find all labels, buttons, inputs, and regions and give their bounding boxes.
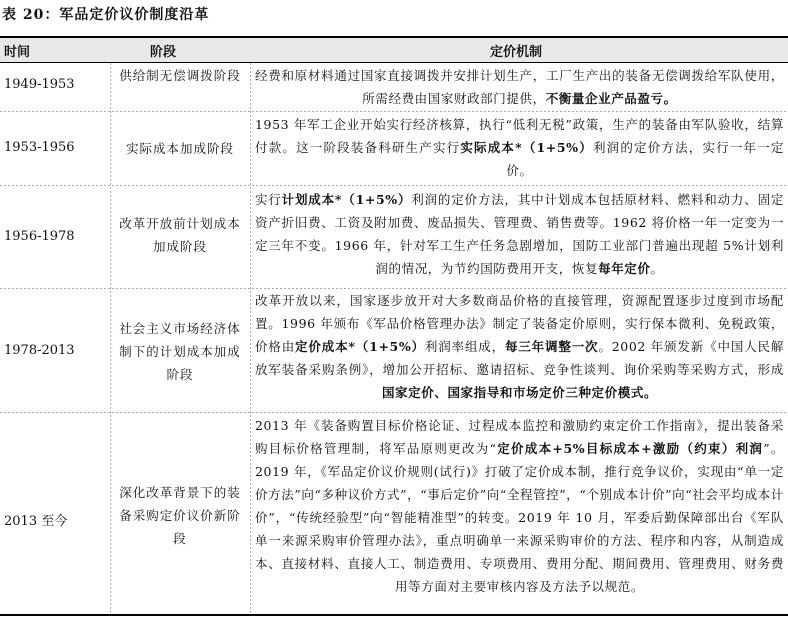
row-mechanism: [255, 188, 784, 280]
row-mechanism: [255, 289, 784, 404]
bold-text: 实际成本*（1+5%）: [460, 140, 593, 155]
row-period: 1956-1978: [4, 229, 75, 244]
text-run: 改革开放以来，国家逐步放开对大多数商品价格的直接管理，资源配置逐步过度到市场配置。1996 年颁布《军品价格管理办法》制定了装备定价原则，实行保本微利、免税政策，价格由: [255, 293, 784, 354]
row-phase: 实际成本加成阶段: [125, 141, 234, 156]
header-period: 时间: [4, 45, 31, 60]
row-mechanism: [255, 113, 784, 182]
header-mechanism: 定价机制: [490, 45, 543, 60]
table-row: [0, 289, 788, 411]
table-row: [0, 186, 788, 286]
bold-text: 每三年调整一次: [504, 339, 599, 354]
text-run: 利润率组成，: [424, 339, 505, 354]
bottom-rule: [0, 614, 788, 616]
row-mechanism: [255, 64, 784, 110]
text-run: 1953 年军工企业开始实行经济核算，执行“低利无税”政策，生产的装备由军队验收，结算付款。这一阶段装备科研生产实行: [255, 117, 784, 155]
table-row: [0, 112, 788, 184]
bold-text: 不衡量企业产品盈亏。: [545, 91, 677, 106]
text-run: 2013 年《装备购置目标价格论证、过程成本监控和激励约束定价工作指南》，提出装备采购目标价格管理制，将军品原则更改为“: [255, 418, 784, 456]
bold-text: 定价成本*（1+5%）: [295, 339, 425, 354]
table-row: [0, 63, 788, 111]
table-row: [0, 413, 788, 613]
row-period: 1978-2013: [4, 343, 75, 358]
header-phase: 阶段: [150, 45, 177, 60]
row-mechanism: [255, 414, 784, 598]
text-run: 实行: [255, 192, 282, 207]
bold-text: 国家定价、国家指导和市场定价三种定价模式。: [381, 385, 658, 400]
row-phase: 社会主义市场经济体制下的计划成本加成阶段: [119, 321, 241, 382]
bold-text: 定价成本+5%目标成本+激励（约束）利润: [496, 441, 764, 456]
row-period: 1949-1953: [4, 77, 75, 92]
row-phase: 改革开放前计划成本加成阶段: [119, 216, 241, 254]
text-run: ”。2019 年，《军品定价议价规则(试行)》打破了定价成本制，推行竞争议价，实现由“单一定价方法”向“多种议价方式”，“事后定价”向“全程管控”，“个别成本计价”向“社会平均成本计价”，“传统经验型”向“智能精准型”的转变。2019 年 10 月，军委后勤保障部出台《军队单一来源采购审价管理办法》，重点明确单一来源采购审价的方法、程序和内容，从制造成本、直接材料、直接人工、制造费用、专项费用、费用分配、期间费用、管理费用、财务费用等方面对主要审核内容及方法予以规范。: [255, 441, 785, 594]
bold-text: 计划成本*（1+5%）: [281, 192, 412, 207]
row-period: 1953-1956: [4, 140, 75, 155]
row-phase: 供给制无偿调拨阶段: [119, 68, 241, 83]
text-run: 。2002 年颁发新《中国人民解放军装备采购条例》，增加公开招标、邀请招标、竞争性谈判、询价采购等采购方式，形成: [255, 339, 784, 377]
table-title: 表 20：军品定价议价制度沿革: [2, 7, 210, 23]
text-run: 。: [650, 261, 664, 276]
row-phase: 深化改革背景下的装备采购定价议价新阶段: [119, 485, 241, 546]
text-run: 经费和原材料通过国家直接调拨并安排计划生产，工厂生产出的装备无偿调拨给军队使用，所需经费由国家财政部门提供，: [255, 68, 784, 106]
text-run: 利润的定价方法，其中计划成本包括原材料、燃料和动力、固定资产折旧费、工资及附加费、废品损失、管理费、销售费等。1962 将价格一年一定变为一定三年不变。1966 年，针对军工生产任务急剧增加，国防工业部门普遍出现超 5%计划利润的情况，为节约国防费用开支，恢复: [255, 192, 784, 276]
row-period: 2013 至今: [4, 514, 68, 529]
text-run: 利润的定价方法，实行一年一定价。: [506, 140, 784, 178]
table-header: [0, 38, 788, 62]
bold-text: 每年定价: [598, 261, 651, 276]
